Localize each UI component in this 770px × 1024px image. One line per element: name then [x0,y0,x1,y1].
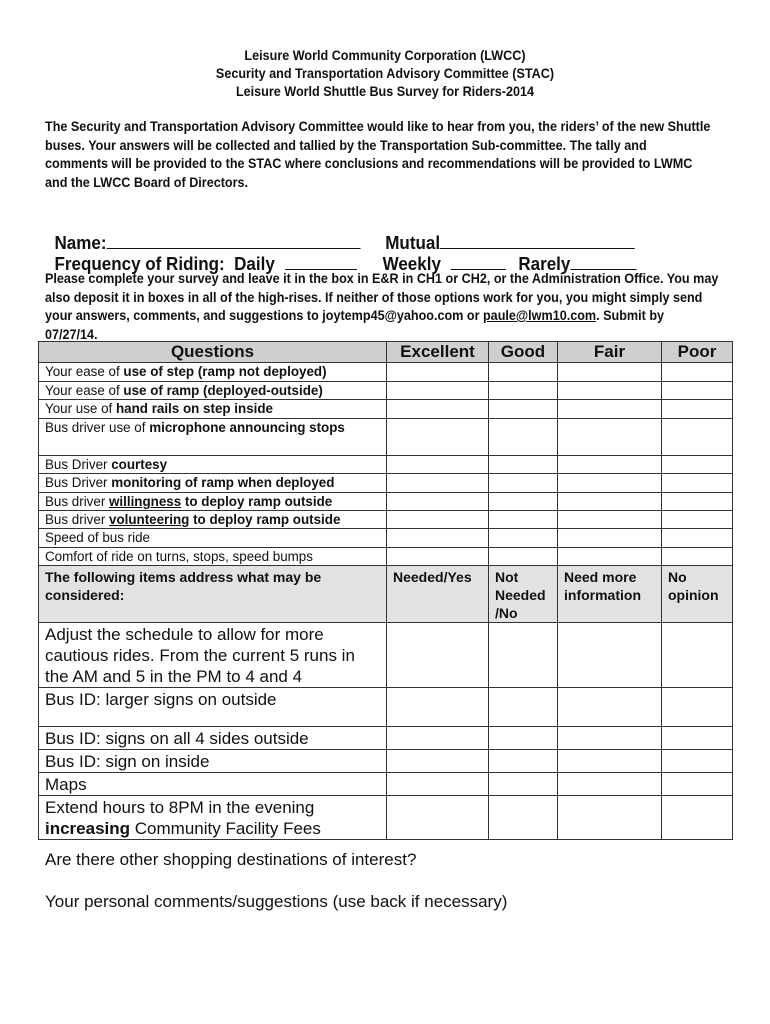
table-row [39,548,733,566]
table-row [39,493,733,511]
table-row [39,750,733,773]
instructions-paragraph [45,269,720,343]
choice-cell-no-opinion[interactable] [662,773,733,796]
rating-cell-fair[interactable] [558,363,662,382]
header-no-opinion: No opinion [662,566,733,623]
table-row [39,511,733,529]
choice-cell-no-opinion[interactable] [662,796,733,840]
choice-cell-not-needed[interactable] [489,688,558,727]
header-need-more-info: Need more information [558,566,662,623]
rating-cell-poor[interactable] [662,548,733,566]
daily-field[interactable] [285,252,357,270]
rating-cell-fair[interactable] [558,548,662,566]
rating-cell-excellent[interactable] [387,363,489,382]
choice-cell-no-opinion[interactable] [662,750,733,773]
choice-cell-needed[interactable] [387,796,489,840]
rating-cell-poor[interactable] [662,456,733,474]
choice-cell-more-info[interactable] [558,773,662,796]
choice-cell-no-opinion[interactable] [662,623,733,688]
table-row [39,773,733,796]
choice-cell-not-needed[interactable] [489,796,558,840]
rating-cell-poor[interactable] [662,529,733,548]
header-good: Good [489,342,558,363]
rating-cell-good[interactable] [489,511,558,529]
table-row [39,382,733,400]
rating-cell-fair[interactable] [558,382,662,400]
rating-cell-excellent[interactable] [387,529,489,548]
personal-comments-prompt: Your personal comments/suggestions (use back if necessary) [45,892,508,911]
table-row [39,474,733,493]
instructions-text: Please complete your survey and leave it in the box in E&R in CH1 or CH2, or the Administration Office. You may also deposit it in boxes in all of the high-rises. If neither of those options work for you, you might simply send your answers, comments, and suggestions to joytemp45@yahoo.com or [45,270,719,323]
choice-cell-more-info[interactable] [558,750,662,773]
rating-cell-excellent[interactable] [387,511,489,529]
committee-title: Security and Transportation Advisory Committee (STAC) [215,65,555,81]
table-row [39,727,733,750]
rating-cell-good[interactable] [489,474,558,493]
name-label: Name: [54,232,107,253]
choice-cell-more-info[interactable] [558,796,662,840]
question-cell: Bus Driver monitoring of ramp when deployed [39,474,387,493]
rating-cell-fair[interactable] [558,511,662,529]
choice-cell-more-info[interactable] [558,688,662,727]
table-row [39,419,733,456]
section-header-row [39,566,733,623]
rating-cell-good[interactable] [489,382,558,400]
rating-cell-poor[interactable] [662,493,733,511]
choice-cell-not-needed[interactable] [489,750,558,773]
rating-cell-good[interactable] [489,400,558,419]
rating-cell-excellent[interactable] [387,456,489,474]
question-cell: Your use of hand rails on step inside [39,400,387,419]
header-not-needed: Not Needed /No [489,566,558,623]
question-cell: Comfort of ride on turns, stops, speed bumps [39,548,387,566]
header-poor: Poor [662,342,733,363]
rating-cell-good[interactable] [489,456,558,474]
rarely-label: Rarely [518,253,571,274]
rating-cell-excellent[interactable] [387,400,489,419]
consider-item-cell: Bus ID: sign on inside [39,750,387,773]
choice-cell-needed[interactable] [387,727,489,750]
shopping-destinations-question: Are there other shopping destinations of interest? [45,850,417,869]
mutual-label: Mutual [385,232,441,253]
weekly-label: Weekly [382,253,441,274]
rating-cell-fair[interactable] [558,529,662,548]
consider-item-cell: Adjust the schedule to allow for more cautious rides. From the current 5 runs in the AM and 5 in the PM to 4 and 4 [39,623,387,688]
rating-cell-excellent[interactable] [387,382,489,400]
table-row [39,529,733,548]
intro-paragraph: The Security and Transportation Advisory Committee would like to hear from you, the riders’ of the new Shuttle buses. Your answers will be collected and tallied by the Transportation Sub-committee. The tally and comments will be provided to the STAC where conclusions and recommendations will be provided to LWMC and the LWCC Board of Directors. [45,118,711,190]
question-cell: Bus driver volunteering to deploy ramp outside [39,511,387,529]
consider-item-cell: Maps [39,773,387,796]
choice-cell-not-needed[interactable] [489,623,558,688]
rating-cell-poor[interactable] [662,363,733,382]
rating-cell-fair[interactable] [558,456,662,474]
table-header-row [39,342,733,363]
weekly-field[interactable] [450,252,505,270]
choice-cell-needed[interactable] [387,773,489,796]
table-row [39,400,733,419]
choice-cell-no-opinion[interactable] [662,727,733,750]
consider-item-cell: Bus ID: signs on all 4 sides outside [39,727,387,750]
email-link[interactable]: paule@lwm10.com [482,307,597,323]
question-cell: Bus driver use of microphone announcing stops [39,419,387,456]
table-row [39,623,733,688]
question-cell: Your ease of use of ramp (deployed-outside) [39,382,387,400]
rating-cell-poor[interactable] [662,382,733,400]
rating-cell-excellent[interactable] [387,419,489,456]
frequency-label: Frequency of Riding: Daily [54,253,275,274]
question-cell: Bus Driver courtesy [39,456,387,474]
table-row [39,363,733,382]
choice-cell-not-needed[interactable] [489,773,558,796]
instructions-deadline: . Submit by 07/27/14. [45,307,665,342]
rating-cell-excellent[interactable] [387,474,489,493]
rating-cell-fair[interactable] [558,419,662,456]
choice-cell-not-needed[interactable] [489,727,558,750]
rating-cell-good[interactable] [489,529,558,548]
choice-cell-needed[interactable] [387,688,489,727]
survey-table [38,341,733,840]
rating-cell-poor[interactable] [662,511,733,529]
rating-cell-fair[interactable] [558,400,662,419]
rating-cell-excellent[interactable] [387,548,489,566]
org-title: Leisure World Community Corporation (LWCC) [244,47,526,63]
table-row [39,456,733,474]
rating-cell-poor[interactable] [662,419,733,456]
rating-cell-excellent[interactable] [387,493,489,511]
document-header [0,46,770,100]
survey-title: Leisure World Shuttle Bus Survey for Riders-2014 [235,83,535,99]
choice-cell-needed[interactable] [387,750,489,773]
header-excellent: Excellent [387,342,489,363]
header-needed-yes: Needed/Yes [387,566,489,623]
header-fair: Fair [558,342,662,363]
choice-cell-needed[interactable] [387,623,489,688]
consider-item-cell: Bus ID: larger signs on outside [39,688,387,727]
rating-cell-poor[interactable] [662,474,733,493]
rating-cell-good[interactable] [489,493,558,511]
choice-cell-no-opinion[interactable] [662,688,733,727]
consider-item-cell: Extend hours to 8PM in the evening increasing Community Facility Fees [39,796,387,840]
section-header-question: The following items address what may be considered: [39,566,387,623]
rating-cell-fair[interactable] [558,474,662,493]
rating-cell-good[interactable] [489,548,558,566]
question-cell: Your ease of use of step (ramp not deployed) [39,363,387,382]
rarely-field[interactable] [570,252,636,270]
rating-cell-good[interactable] [489,419,558,456]
choice-cell-more-info[interactable] [558,727,662,750]
choice-cell-more-info[interactable] [558,623,662,688]
question-cell: Speed of bus ride [39,529,387,548]
rating-cell-fair[interactable] [558,493,662,511]
question-cell: Bus driver willingness to deploy ramp outside [39,493,387,511]
rating-cell-good[interactable] [489,363,558,382]
table-row [39,796,733,840]
table-row [39,688,733,727]
header-questions: Questions [39,342,387,363]
rating-cell-poor[interactable] [662,400,733,419]
